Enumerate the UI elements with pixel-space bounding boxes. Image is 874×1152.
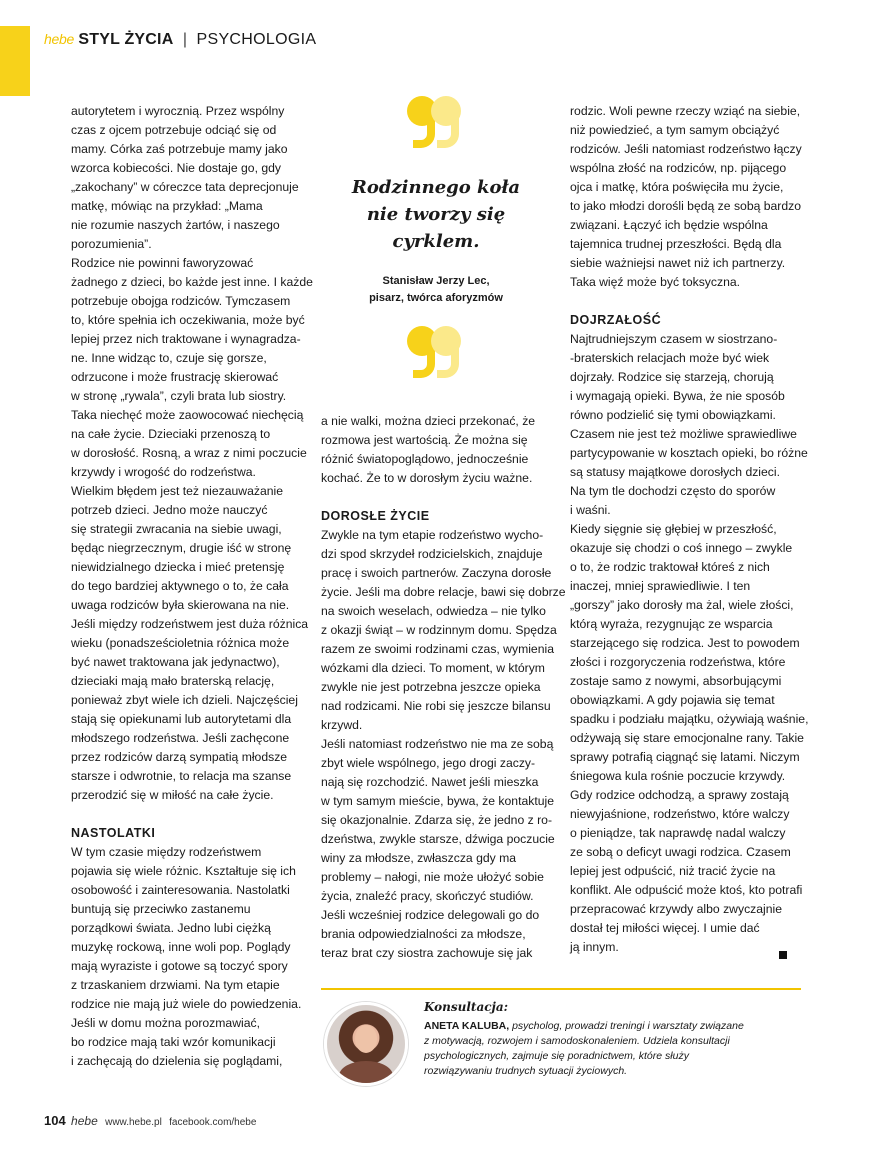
text-line: obowiązkami. A gdy pojawia się temat	[570, 693, 775, 707]
text-line: z okazji świąt – w rodzinnym domu. Spędza	[321, 623, 557, 637]
text-line: kochać. Że to w dorosłym życiu ważne.	[321, 471, 533, 485]
text-line: życie. Jeśli ma dobre relacje, bawi się dobrze	[321, 585, 566, 599]
text-line: rodzic. Woli pewne rzeczy wziąć na siebie,	[570, 104, 801, 118]
footer-facebook-link[interactable]: facebook.com/hebe	[169, 1117, 257, 1128]
text-line: będąc niegrzecznym, drugie iść w stronę	[71, 541, 292, 555]
text-line: ojca i matkę, która poświęciła mu życie,	[570, 180, 784, 194]
footer-website-link[interactable]: www.hebe.pl	[105, 1117, 162, 1128]
text-line: dzi spod skrzydeł rodzicielskich, znajduje	[321, 547, 543, 561]
text-line: Jeśli natomiast rodzeństwo nie ma ze sobą	[321, 737, 554, 751]
text-line: Rodzice nie powinni faworyzować	[71, 256, 254, 270]
text-line: różnić światopoglądowo, jednocześnie	[321, 452, 529, 466]
text-line: Taka niechęć może zaowocować niechęcią	[71, 408, 304, 422]
text-line: „zakochany” w córeczce tata deprecjonuje	[71, 180, 299, 194]
text-line: pojawia się wiele różnic. Kształtuje się ich	[71, 864, 296, 878]
text-line: inaczej, mniej sprawiedliwie. I ten	[570, 579, 751, 593]
text-line: przerodzić się w miłość na całe życie.	[71, 788, 274, 802]
text-line: i waśni.	[570, 503, 611, 517]
quote-mark-icon	[401, 90, 471, 150]
text-line: Jeśli między rodzeństwem jest duża różnica	[71, 617, 309, 631]
text-line: na całe życie. Dzieciaki przenoszą to	[71, 427, 271, 441]
text-line: zwykle nie jest potrzebna jeszcze opieka	[321, 680, 541, 694]
text-line: rozwiązywaniu trudnych sytuacji życiowych.	[424, 1065, 628, 1077]
text-line: porozumienia”.	[71, 237, 152, 251]
text-line: ponieważ zbyt wiele ich dzieli. Najczęściej	[71, 693, 298, 707]
col2-paragraph-1	[321, 412, 551, 488]
text-line: Taka więź może być toksyczna.	[570, 275, 741, 289]
text-line: z trzaskaniem drzwiami. Na tym etapie	[71, 978, 280, 992]
text-line: złości i rozgoryczenia rodzeństwa, które	[570, 655, 786, 669]
page-header	[44, 31, 316, 49]
text-line: nie rozumie naszych żartów, i naszego	[71, 218, 280, 232]
section-color-tab	[0, 26, 30, 96]
column-1	[71, 102, 311, 1071]
text-line: potrzeb dzieci. Jedno może nauczyć	[71, 503, 268, 517]
text-line: bo rodzice mają taki wzór komunikacji	[71, 1035, 276, 1049]
text-line: „gorszy” jako dorosły ma żal, wiele złości,	[570, 598, 794, 612]
text-line: dojrzały. Rodzice się starzeją, chorują	[570, 370, 774, 384]
text-line: starsze i odwrotnie, to relacja ma szanse	[71, 769, 292, 783]
text-line: dzieciaki mają mało braterską relację,	[71, 674, 275, 688]
text-line: siebie ważniejsi nawet niż ich partnerzy.	[570, 256, 786, 270]
expert-name: ANETA KALUBA,	[424, 1020, 510, 1032]
text-line: na swoich weselach, odwiedza – nie tylko	[321, 604, 546, 618]
text-line: w stronę „rywala”, czyli brata lub siostry.	[71, 389, 287, 403]
text-line: konflikt. Ale odpuścić może ktoś, kto potrafi	[570, 883, 803, 897]
consultation-divider	[321, 988, 801, 990]
text-line: osobowość i zainteresowania. Nastolatki	[71, 883, 290, 897]
text-line: przepracować krzywdy albo zwyczajnie	[570, 902, 783, 916]
text-line: młodszego rodzeństwa. Jeśli zachęcone	[71, 731, 290, 745]
text-line: rodzice nie mają już wiele do powiedzenia.	[71, 997, 302, 1011]
text-line: niewidzialnego dziecka i mieć pretensję	[71, 560, 285, 574]
text-line: psychologicznych, zajmuje się poradnictwem, które służy	[424, 1050, 689, 1062]
text-line: a nie walki, można dzieci przekonać, że	[321, 414, 536, 428]
text-line: spadku i podziału majątku, ożywiają waśnie,	[570, 712, 809, 726]
text-line: się strategii zwracania na siebie uwagi,	[71, 522, 282, 536]
col3-paragraph-1	[570, 102, 800, 292]
text-line: którą wyraża, rezygnując ze wsparcia	[570, 617, 773, 631]
text-line: Jeśli w domu można porozmawiać,	[71, 1016, 260, 1030]
text-line: i wymagają opieki. Bywa, że nie sposób	[570, 389, 785, 403]
text-line: życia, znaleźć pracy, skończyć studiów.	[321, 889, 534, 903]
text-line: matkę, mówiąc na przykład: „Mama	[71, 199, 263, 213]
heading-nastolatki: NASTOLATKI	[71, 826, 156, 840]
text-line: zostaje samo z nowymi, absorbującymi	[570, 674, 782, 688]
col1-paragraph-2	[71, 843, 311, 1071]
header-separator: |	[182, 31, 188, 48]
text-line: wspólna złość na rodziców, np. pijącego	[570, 161, 787, 175]
consultation-box: Konsultacja: ANETA KALUBA, psycholog, prowadzi treningi i warsztaty związane z motywacją, rozwojem i samodoskonaleniem. Udziela konsultacji psychologicznych, zajmuje się poradnictwem, które służy rozwiązywaniu trudnych sytuacji życiowych.	[424, 1000, 804, 1079]
text-line: dostał tej miłości więcej. I umie dać	[570, 921, 760, 935]
text-line: odżywają się stare emocjonalne rany. Takie	[570, 731, 804, 745]
text-line: z motywacją, rozwojem i samodoskonaleniem. Udziela konsultacji	[424, 1035, 730, 1047]
text-line: muzykę rockową, inne woli pop. Poglądy	[71, 940, 291, 954]
text-line: stają się opiekunami lub autorytetami dla	[71, 712, 292, 726]
text-line: buntują się przeciwko zastanemu	[71, 902, 251, 916]
text-line: krzywd.	[321, 718, 363, 732]
text-line: Gdy rodzice odchodzą, a sprawy zostają	[570, 788, 789, 802]
text-line: autorytetem i wyrocznią. Przez wspólny	[71, 104, 285, 118]
header-brand: hebe	[44, 31, 74, 47]
text-line: mają wyraziste i gotowe są toczyć spory	[71, 959, 288, 973]
article-end-mark	[779, 951, 787, 959]
text-line: równo podzielić się tymi obowiązkami.	[570, 408, 776, 422]
text-line: ją innym.	[570, 940, 619, 954]
text-line: Na tym tle dochodzi często do sporów	[570, 484, 776, 498]
text-line: Zwykle na tym etapie rodzeństwo wycho-	[321, 528, 544, 542]
text-line: zbyt wiele wspólnego, jego drogi zaczy-	[321, 756, 536, 770]
quote-text: Rodzinnego koła nie tworzy się cyrklem.	[351, 177, 521, 252]
text-line: do tego bardziej aktywnego o to, że cała	[71, 579, 289, 593]
column-3	[570, 102, 809, 957]
text-line: Czasem nie jest też możliwe sprawiedliwe	[570, 427, 797, 441]
text-line: ne. Inne widząc to, czuje się gorsze,	[71, 351, 267, 365]
text-line: rozmowa jest wartością. Że można się	[321, 433, 528, 447]
text-line: o pieniądze, tak naprawdę nadal walczy	[570, 826, 786, 840]
text-line: Kiedy sięgnie się głębiej w przeszłość,	[570, 522, 777, 536]
text-line: rodziców. Jeśli natomiast rodzeństwo łączy	[570, 142, 802, 156]
text-line: o to, że rodzic traktował któreś z nich	[570, 560, 770, 574]
text-line: -braterskich relacjach może być wiek	[570, 351, 770, 365]
text-line: związani. Łączyć ich będzie wspólna	[570, 218, 768, 232]
text-line: w dorosłość. Rosną, a wraz z nimi poczucie	[71, 446, 307, 460]
text-line: okazuje się chodzi o coś innego – zwykle	[570, 541, 793, 555]
text-line: nają się rozchodzić. Nawet jeśli mieszka	[321, 775, 539, 789]
text-line: śniegowa kula rośnie poczucie krzywdy.	[570, 769, 786, 783]
text-line: razem ze swoimi rodzinami czas, wymienia	[321, 642, 554, 656]
text-line: tajemnica trudnej przeszłości. Będą dla	[570, 237, 782, 251]
text-line: odrzucone i może frustrację skierować	[71, 370, 279, 384]
text-line: wzorca kobiecości. Nie dostaje go, gdy	[71, 161, 282, 175]
text-line: pracę i swoich partnerów. Zaczyna dorosłe	[321, 566, 552, 580]
pull-quote	[321, 90, 551, 307]
text-line: uwaga rodziców była skierowana na nie.	[71, 598, 290, 612]
heading-dorosle-zycie: DOROSŁE ŻYCIE	[321, 509, 430, 523]
text-line: porządkowi świata. Jedno lubi ciężką	[71, 921, 271, 935]
text-line: żadnego z dzieci, bo każde jest inne. I każde	[71, 275, 313, 289]
text-line: Najtrudniejszym czasem w siostrzano-	[570, 332, 778, 346]
expert-avatar	[324, 1002, 408, 1086]
text-line: partycypowanie w kosztach opieki, bo różne	[570, 446, 808, 460]
text-line: czas z ojcem potrzebuje odciąć się od	[71, 123, 277, 137]
text-line: problemy – nałogi, nie może ułożyć sobie	[321, 870, 544, 884]
text-line: niż powiedzieć, a tym samym obciążyć	[570, 123, 780, 137]
quote-mark-bottom	[321, 320, 551, 380]
quote-author: Stanisław Jerzy Lec, pisarz, twórca aforyzmów	[369, 275, 503, 304]
text-line: starzejącego się rodzica. Jest to powodem	[570, 636, 800, 650]
page-footer	[44, 1113, 256, 1128]
text-line: dzeństwa, zwykle starsze, dźwiga poczucie	[321, 832, 555, 846]
quote-mark-icon	[401, 320, 471, 380]
footer-brand: hebe	[71, 1114, 98, 1128]
page-number: 104	[44, 1113, 66, 1128]
text-line: w tym samym mieście, bywa, że kontaktuje	[321, 794, 554, 808]
text-line: ze sobą o deficyt uwagi rodzica. Czasem	[570, 845, 791, 859]
text-line: krzywdy i wrogość do rodzeństwa.	[71, 465, 256, 479]
text-line: winy za młodsze, zwłaszcza gdy ma	[321, 851, 517, 865]
text-line: być nawet traktowana jak jedynactwo),	[71, 655, 280, 669]
text-line: Jeśli wcześniej rodzice delegowali go do	[321, 908, 540, 922]
text-line: to jako młodzi dorośli będą ze sobą bardzo	[570, 199, 802, 213]
text-line: wózkami dla dzieci. To moment, w którym	[321, 661, 545, 675]
heading-dojrzalosc: DOJRZAŁOŚĆ	[570, 313, 662, 327]
text-line: lepiej przez nich traktowane i wynagradza-	[71, 332, 301, 346]
text-line: wieku (ponadsześcioletnia różnica może	[71, 636, 290, 650]
text-line: potrzebuje obojga rodziców. Tymczasem	[71, 294, 291, 308]
text-line: lepiej jest odpuścić, niż tracić życie na	[570, 864, 776, 878]
consultation-text	[424, 1034, 804, 1079]
text-line: przez rodziców darzą sympatią młodsze	[71, 750, 288, 764]
text-line: to, które spełnia ich oczekiwania, może być	[71, 313, 305, 327]
text-line: teraz brat czy siostra zachowuje się jak	[321, 946, 533, 960]
column-2	[321, 412, 566, 963]
col2-paragraph-2	[321, 526, 566, 963]
text-line: są statusy majątkowe dorosłych dzieci.	[570, 465, 780, 479]
consultation-title: Konsultacja:	[424, 1000, 509, 1014]
text-line: mamy. Córka zaś potrzebuje mamy jako	[71, 142, 288, 156]
text-line: W tym czasie między rodzeństwem	[71, 845, 262, 859]
text-line: się okazjonalnie. Zdarza się, że jedno z ro-	[321, 813, 553, 827]
text-line: i zachęcają do dzielenia się poglądami,	[71, 1054, 283, 1068]
text-line: Wielkim błędem jest też niezauważanie	[71, 484, 284, 498]
text-line: nad rodzicami. Nie robi się jeszcze bilansu	[321, 699, 551, 713]
header-section: STYL ŻYCIA	[78, 31, 174, 48]
text-line: brania odpowiedzialności za młodsze,	[321, 927, 526, 941]
text-line: sprawy potrafią ciągnąć się latami. Niczym	[570, 750, 800, 764]
text-line: niewyjaśnione, rodzeństwo, które walczy	[570, 807, 790, 821]
header-subsection: PSYCHOLOGIA	[196, 31, 317, 48]
col1-paragraph-1	[71, 102, 311, 805]
col3-paragraph-2	[570, 330, 809, 957]
